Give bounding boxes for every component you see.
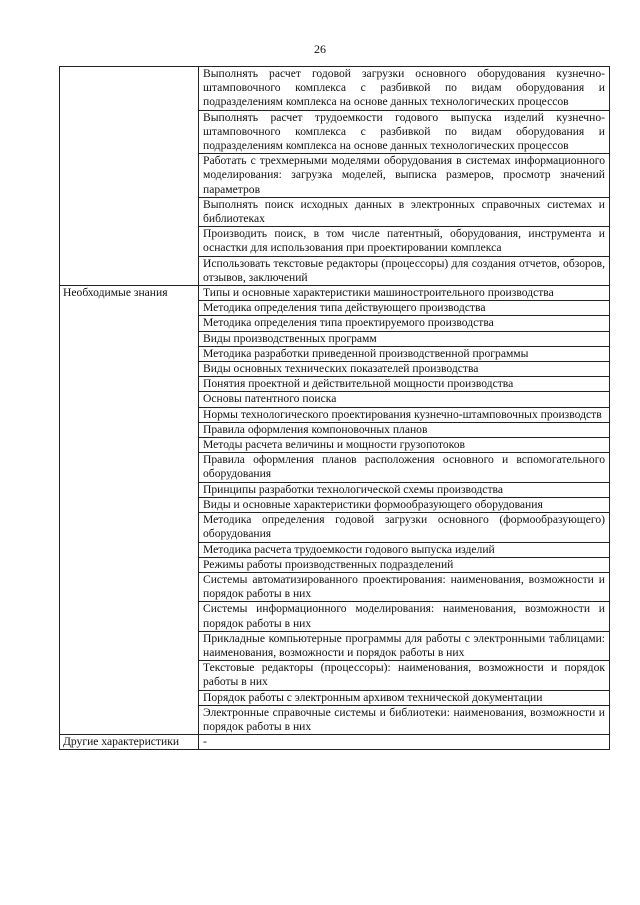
skills-item: Использовать текстовые редакторы (процессоры) для создания отчетов, обзоров, отзывов, заключений: [199, 256, 610, 285]
knowledge-item: Режимы работы производственных подразделений: [199, 557, 610, 572]
knowledge-item: Понятия проектной и действительной мощности производства: [199, 377, 610, 392]
competency-table-body: [60, 67, 610, 750]
page-number: 26: [314, 42, 326, 56]
knowledge-item: Методика определения типа действующего производства: [199, 301, 610, 316]
knowledge-item: Правила оформления компоновочных планов: [199, 422, 610, 437]
knowledge-item: Системы информационного моделирования: наименования, возможности и порядок работы в них: [199, 602, 610, 631]
other-value: -: [199, 735, 610, 750]
skills-item: Производить поиск, в том числе патентный, оборудования, инструмента и оснастки для использования при проектировании комплекса: [199, 227, 610, 256]
knowledge-item: Электронные справочные системы и библиотеки: наименования, возможности и порядок работы в них: [199, 705, 610, 734]
knowledge-item: Нормы технологического проектирования кузнечно-штамповочных производств: [199, 407, 610, 422]
knowledge-item: Принципы разработки технологической схемы производства: [199, 482, 610, 497]
competency-table: [59, 66, 610, 750]
knowledge-item: Виды производственных программ: [199, 331, 610, 346]
knowledge-item: Методика определения типа проектируемого производства: [199, 316, 610, 331]
skills-row: [60, 67, 610, 111]
knowledge-row: [60, 286, 610, 301]
knowledge-item: Системы автоматизированного проектирования: наименования, возможности и порядок работы в них: [199, 572, 610, 601]
knowledge-item: Методы расчета величины и мощности грузопотоков: [199, 438, 610, 453]
skills-item: Выполнять расчет годовой загрузки основного оборудования кузнечно-штамповочного комплекса с разбивкой по видам оборудования и подразделениям комплекса на основе данных технологических процессов: [199, 67, 610, 111]
knowledge-item: Порядок работы с электронным архивом технической документации: [199, 690, 610, 705]
knowledge-item: Методика разработки приведенной производственной программы: [199, 346, 610, 361]
knowledge-label: Необходимые знания: [60, 286, 199, 735]
knowledge-item: Виды и основные характеристики формообразующего оборудования: [199, 497, 610, 512]
knowledge-item: Правила оформления планов расположения основного и вспомогательного оборудования: [199, 453, 610, 482]
skills-item: Выполнять расчет трудоемкости годового выпуска изделий кузнечно-штамповочного комплекса с разбивкой по видам оборудования и подразделениям комплекса на основе данных технологических процессов: [199, 110, 610, 154]
knowledge-item: Методика определения годовой загрузки основного (формообразующего) оборудования: [199, 513, 610, 542]
skills-item: Выполнять поиск исходных данных в электронных справочных системах и библиотеках: [199, 197, 610, 226]
knowledge-item: Прикладные компьютерные программы для работы с электронными таблицами: наименования, возможности и порядок работы в них: [199, 631, 610, 660]
knowledge-item: Текстовые редакторы (процессоры): наименования, возможности и порядок работы в них: [199, 661, 610, 690]
knowledge-item: Методика расчета трудоемкости годового выпуска изделий: [199, 542, 610, 557]
other-row: [60, 735, 610, 750]
knowledge-item: Основы патентного поиска: [199, 392, 610, 407]
skills-item: Работать с трехмерными моделями оборудования в системах информационного моделирования: загрузка моделей, выписка размеров, просмотр значений параметров: [199, 154, 610, 198]
knowledge-item: Виды основных технических показателей производства: [199, 362, 610, 377]
other-label: Другие характеристики: [60, 735, 199, 750]
knowledge-item: Типы и основные характеристики машиностроительного производства: [199, 286, 610, 301]
skills-label: [60, 67, 199, 286]
